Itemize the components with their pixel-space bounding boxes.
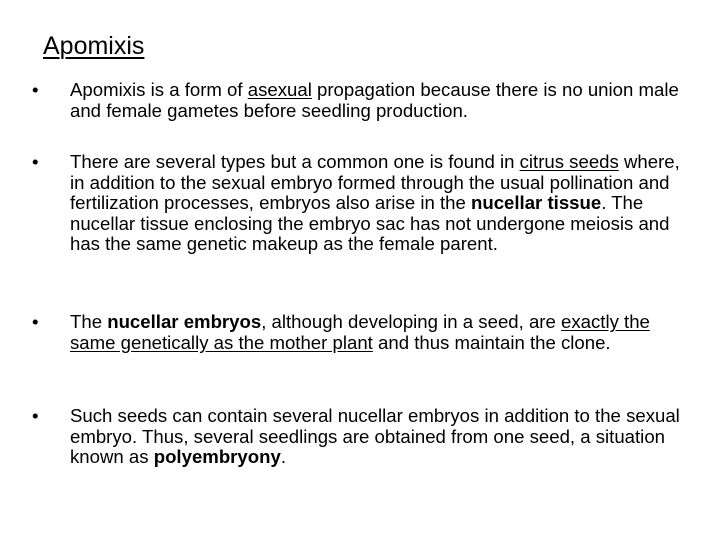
- underlined-term: exactly the same genetically as the mother plant: [70, 311, 650, 353]
- bold-term: polyembryony: [153, 446, 281, 467]
- underlined-term: asexual: [247, 79, 312, 100]
- text-segment: Such seeds can contain several nucellar embryos in addition to the sexual embryo. Thus, several seedlings are obtained from one seed, a situation known as: [70, 405, 680, 467]
- text-segment: .: [280, 446, 286, 467]
- bullet-text-3: [70, 311, 650, 353]
- text-segment: , although developing in a seed, are: [261, 311, 561, 332]
- text-segment: The: [70, 311, 108, 332]
- text-segment: There are several types but a common one is found in: [70, 151, 520, 172]
- text-segment: where, in addition to the sexual embryo formed through the usual pollination and fertilization processes, embryos also arise in the: [70, 151, 680, 213]
- bullet-item: [32, 152, 692, 255]
- text-segment: Apomixis is a form of: [70, 79, 248, 100]
- text-segment: and thus maintain the clone.: [372, 331, 611, 353]
- bullet-dot-icon: •: [32, 79, 39, 100]
- bullet-text-1: [70, 79, 679, 121]
- bold-term: nucellar embryos: [107, 311, 262, 332]
- bold-term: nucellar tissue: [470, 192, 602, 213]
- bullet-text-4: [70, 405, 680, 467]
- bullet-item: [32, 312, 692, 353]
- text-segment: propagation because there is no union male and female gametes before seedling production.: [70, 79, 679, 121]
- text-segment: . The nucellar tissue enclosing the embryo sac has not undergone meiosis and has the same genetic makeup as the female parent.: [70, 192, 670, 254]
- bullet-item: [32, 406, 692, 468]
- bullet-item: [32, 80, 692, 121]
- underlined-term: citrus seeds: [519, 151, 619, 172]
- bullet-text-2: [70, 151, 680, 254]
- bullet-dot-icon: •: [32, 405, 39, 426]
- bullet-dot-icon: •: [32, 311, 39, 332]
- slide-title: Apomixis: [43, 32, 145, 60]
- bullet-dot-icon: •: [32, 151, 39, 172]
